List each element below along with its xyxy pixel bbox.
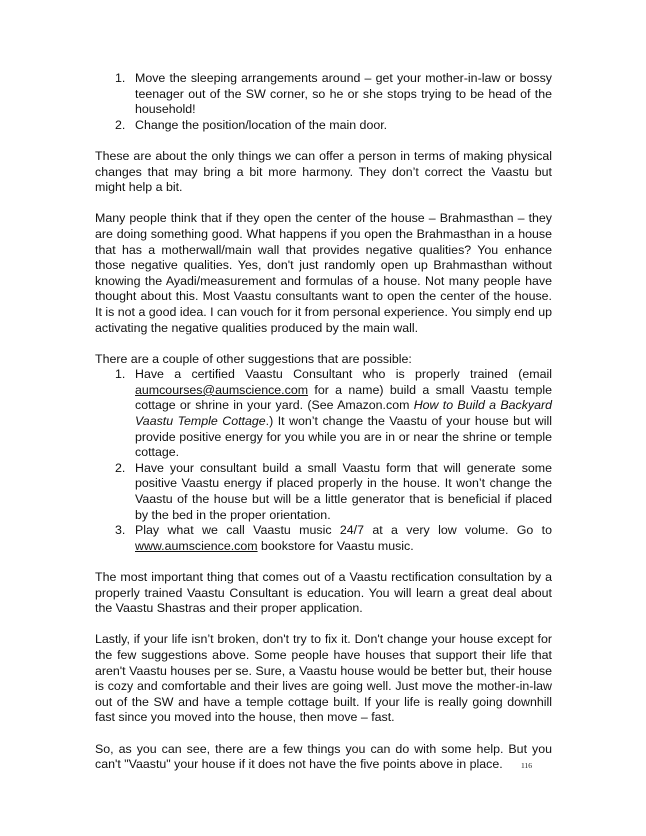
paragraph: The most important thing that comes out of a Vaastu rectification consultation by a properly trained Vaastu Consultant is education. You will learn a great deal about the Vaastu Shastras and their proper application. <box>95 570 552 616</box>
list-number: 2. <box>115 117 126 132</box>
list-item-text: for a name) build a small Vaastu temple cottage or shrine in your yard. (See Amazon.com <box>135 382 552 413</box>
paragraph: Many people think that if they open the center of the house – Brahmasthan – they are doing something good. What happens if you open the Brahmasthan in a house that has a motherwall/main wall that provides negative qualities? You enhance those negative qualities. Yes, don't just randomly open up Brahmasthan without knowing the Ayadi/measurement and formulas of a house. Not many people have thought about this. Most Vaastu consultants want to open the center of the house. It is not a good idea. I can vouch for it from personal experience. You simply end up activating the negative qualities produced by the main wall. <box>95 211 552 335</box>
paragraph: These are about the only things we can offer a person in terms of making physical changes that may bring a bit more harmony. They don’t correct the Vaastu but might help a bit. <box>95 148 552 195</box>
list-number: 1. <box>115 367 126 382</box>
list-number: 2. <box>115 460 126 475</box>
page-number: 116 <box>521 761 532 770</box>
suggestions-list-top <box>95 71 552 133</box>
list-number: 1. <box>115 71 126 85</box>
list-item-text: Change the position/location of the main door. <box>135 117 388 132</box>
list-item-text: Move the sleeping arrangements around – get your mother-in-law or bossy teenager out of the SW corner, so he or she stops trying to be head of the household! <box>135 71 552 117</box>
website-link[interactable]: www.aumscience.com <box>135 538 258 553</box>
list-item <box>95 118 552 134</box>
list-item-text: Play what we call Vaastu music 24/7 at a very low volume. Go to <box>135 523 552 538</box>
paragraph: So, as you can see, there are a few things you can do with some help. But you can't "Vaastu" your house if it does not have the five points above in place. <box>95 741 552 772</box>
document-page <box>95 71 552 773</box>
paragraph: Lastly, if your life isn’t broken, don't try to fix it. Don't change your house except for the few suggestions above. Some people have houses that support their life that aren't Vaastu houses per se. Sure, a Vaastu house would be better but, their house is cozy and comfortable and their lives are going well. Just move the mother-in-law out of the SW and have a temple cottage built. If your life is really going downhill fast since you moved into the house, then move – fast. <box>95 632 552 725</box>
list-item <box>95 523 552 554</box>
list-number: 3. <box>115 523 126 538</box>
paragraph: There are a couple of other suggestions that are possible: <box>95 351 412 366</box>
list-item <box>95 367 552 461</box>
list-item-text: Have your consultant build a small Vaastu form that will generate some positive Vaastu energy if placed properly in the house. It won’t change the Vaastu of the house but will be a little generator that is beneficial if placed by the bed in the proper orientation. <box>135 460 552 522</box>
list-item-text: bookstore for Vaastu music. <box>257 538 414 553</box>
book-title: How to Build a Backyard Vaastu Temple Cottage <box>135 398 552 429</box>
list-item <box>95 71 552 118</box>
list-item <box>95 461 552 523</box>
suggestions-list-bottom <box>95 367 552 554</box>
email-link[interactable]: aumcourses@aumscience.com <box>135 382 309 397</box>
list-item-text: Have a certified Vaastu Consultant who is properly trained (email <box>135 367 552 382</box>
list-item-text: .) It won’t change the Vaastu of your house but will provide positive energy for you while you are in or near the shrine or temple cottage. <box>135 414 552 460</box>
